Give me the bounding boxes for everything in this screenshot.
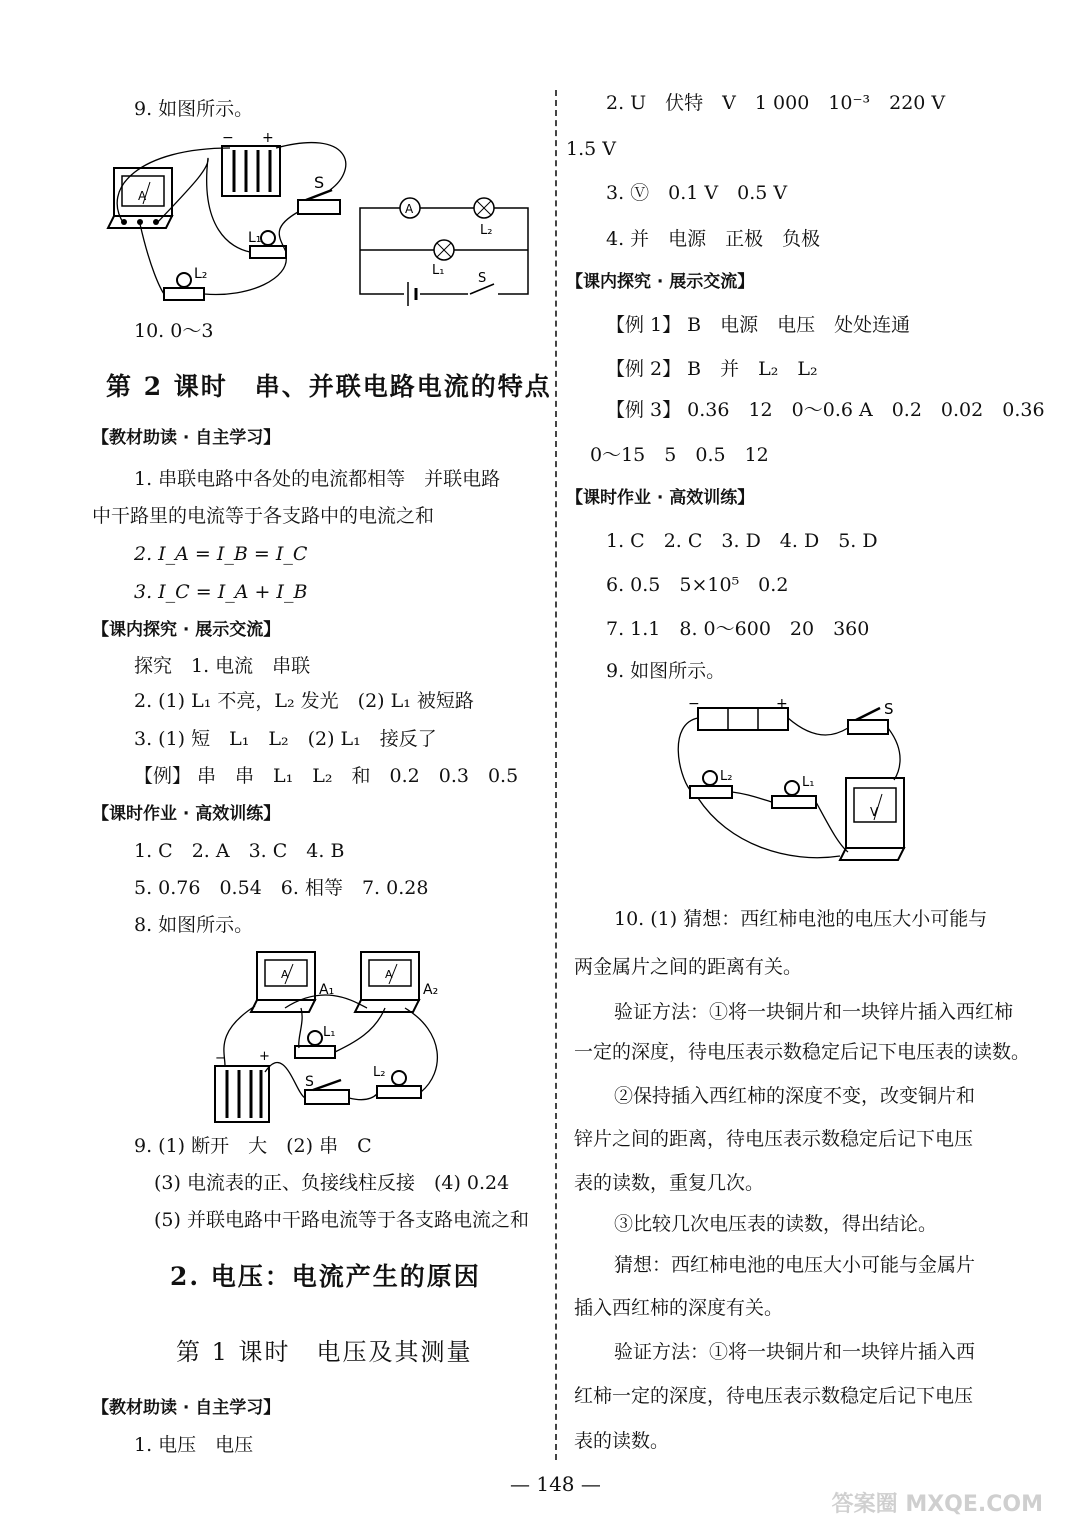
work-3: 8. 如图所示。 (134, 914, 254, 936)
battery-minus-label: − (688, 696, 700, 712)
bulb-l2-label: L₂ (720, 769, 733, 784)
battery-icon (222, 146, 280, 196)
question-10-line-7: 表的读数，重复几次。 (574, 1172, 765, 1194)
voltmeter-icon (840, 778, 904, 860)
homework-1: 1. C 2. C 3. D 4. D 5. D (606, 530, 878, 552)
example-3a: 【例 3】 0.36 12 0～0.6 A 0.2 0.02 0.36 (606, 399, 1045, 421)
explore-2: 2. (1) L₁ 不亮，L₂ 发光 (2) L₁ 被短路 (134, 690, 474, 712)
circuit-figure-ammeter (100, 128, 540, 314)
work-9-5: (5) 并联电路中干路电流等于各支路电流之和 (154, 1209, 529, 1231)
switch-label: S (314, 173, 325, 192)
switch-symbol (468, 284, 498, 298)
battery-plus-label: + (259, 1049, 270, 1064)
switch-label: S (305, 1074, 314, 1090)
explore-1: 探究 1. 电流 串联 (134, 655, 311, 677)
chapter-2-title: 2. 电压：电流产生的原因 (170, 1262, 481, 1291)
work-2: 5. 0.76 0.54 6. 相等 7. 0.28 (134, 877, 429, 899)
explore-3: 3. (1) 短 L₁ L₂ (2) L₁ 接反了 (134, 728, 437, 750)
battery-plus-label: + (776, 696, 788, 712)
homework-3: 7. 1.1 8. 0～600 20 360 (606, 618, 870, 640)
battery-minus-label: − (222, 130, 234, 146)
lesson-2-title: 第 2 课时 串、并联电路电流的特点 (106, 372, 552, 401)
section-textbook-reading-2: 【教材助读 · 自主学习】 (92, 1398, 281, 1418)
ammeter-a2-icon (355, 952, 419, 1012)
work-9: 9. (1) 断开 大 (2) 串 C (134, 1135, 372, 1157)
question-10-line-6: 锌片之间的距离，待电压表示数稳定后记下电压 (574, 1128, 974, 1150)
question-10-line-9: 猜想：西红柿电池的电压大小可能与金属片 (614, 1254, 976, 1276)
battery-minus-label: − (215, 1051, 226, 1066)
question-10-line-5: ②保持插入西红柿的深度不变，改变铜片和 (614, 1085, 976, 1107)
answer-9-left: 9. 如图所示。 (134, 98, 254, 120)
read-answer-2: 2. I_A = I_B = I_C (134, 543, 308, 565)
schematic-ammeter-label: A (405, 202, 414, 216)
bulb-l2-label: L₂ (194, 266, 208, 282)
work-1: 1. C 2. A 3. C 4. B (134, 840, 345, 862)
question-10-line-12: 红柿一定的深度，待电压表示数稳定后记下电压 (574, 1385, 974, 1407)
ammeter-label: A (138, 189, 147, 203)
question-10-line-8: ③比较几次电压表的读数，得出结论。 (614, 1213, 938, 1235)
lesson-1-title: 第 1 课时 电压及其测量 (176, 1338, 473, 1366)
read-answer-1b: 中干路里的电流等于各支路中的电流之和 (92, 505, 435, 527)
switch-icon (848, 708, 888, 734)
question-10-line-11: 验证方法：①将一块铜片和一块锌片插入西 (614, 1341, 976, 1363)
question-10-line-10: 插入西红柿的深度有关。 (574, 1297, 784, 1319)
schematic-l1-label: L₁ (432, 263, 445, 278)
bulb-l1-label: L₁ (248, 230, 262, 246)
column-divider (555, 90, 557, 1460)
battery-icon (698, 708, 788, 730)
question-10-line-3: 验证方法：①将一块铜片和一块锌片插入西红柿 (614, 1001, 1014, 1023)
question-10-line-13: 表的读数。 (574, 1430, 670, 1452)
right-answer-2: 2. U 伏特 V 1 000 10⁻³ 220 V (606, 92, 946, 114)
switch-icon (298, 190, 340, 214)
lamp-symbol-l2 (474, 198, 494, 218)
right-answer-4: 4. 并 电源 正极 负极 (606, 228, 821, 250)
right-answer-3: 3. Ⓥ 0.1 V 0.5 V (606, 182, 788, 204)
question-10-line-1: 10. (1) 猜想：西红柿电池的电压大小可能与 (614, 908, 988, 930)
homework-2: 6. 0.5 5×10⁵ 0.2 (606, 574, 789, 596)
bulb-l1-label: L₁ (323, 1025, 336, 1040)
ammeter-a1-face: A (281, 968, 289, 981)
switch-label: S (884, 700, 894, 718)
bulb-l2-label: L₂ (373, 1065, 386, 1080)
right-answer-2b: 1.5 V (566, 138, 616, 160)
homework-4: 9. 如图所示。 (606, 660, 726, 682)
battery-plus-label: + (262, 130, 274, 146)
question-10-line-2: 两金属片之间的距离有关。 (574, 956, 803, 978)
voltage-answer-1: 1. 电压 电压 (134, 1434, 254, 1456)
page-number: — 148 — (510, 1472, 601, 1496)
cell-symbol (404, 282, 420, 306)
battery-icon (215, 1066, 269, 1122)
ammeter-a1-label: A₁ (319, 982, 335, 998)
ammeter-a2-label: A₂ (423, 982, 439, 998)
answer-10-left: 10. 0～3 (134, 320, 214, 342)
circuit-figure-voltmeter (668, 694, 918, 874)
schematic-l2-label: L₂ (480, 223, 493, 238)
circuit-figure-two-ammeters (205, 942, 455, 1132)
section-textbook-reading: 【教材助读 · 自主学习】 (92, 428, 281, 448)
example-2: 【例 2】 B 并 L₂ L₂ (606, 358, 818, 380)
example-1: 【例 1】 B 电源 电压 处处连通 (606, 314, 911, 336)
explore-example: 【例】 串 串 L₁ L₂ 和 0.2 0.3 0.5 (134, 765, 519, 787)
work-9-3: (3) 电流表的正、负接线柱反接 (4) 0.24 (154, 1172, 510, 1194)
section-class-exploration-right: 【课内探究 · 展示交流】 (566, 272, 755, 292)
ammeter-a2-face: A (385, 968, 393, 981)
voltmeter-label: V (870, 805, 879, 819)
bulb-l1-label: L₁ (802, 775, 815, 790)
section-homework: 【课时作业 · 高效训练】 (92, 804, 281, 824)
read-answer-3: 3. I_C = I_A + I_B (134, 581, 308, 603)
example-3b: 0～15 5 0.5 12 (590, 444, 769, 466)
section-class-exploration: 【课内探究 · 展示交流】 (92, 620, 281, 640)
schematic-switch-label: S (478, 271, 487, 286)
question-10-line-4: 一定的深度，待电压表示数稳定后记下电压表的读数。 (574, 1041, 1031, 1063)
lamp-symbol-l1 (434, 240, 454, 260)
ammeter-a1-icon (251, 952, 315, 1012)
watermark-logo: 答案圈 MXQE.COM (831, 1492, 1043, 1517)
section-homework-right: 【课时作业 · 高效训练】 (566, 488, 755, 508)
read-answer-1a: 1. 串联电路中各处的电流都相等 并联电路 (134, 468, 501, 490)
